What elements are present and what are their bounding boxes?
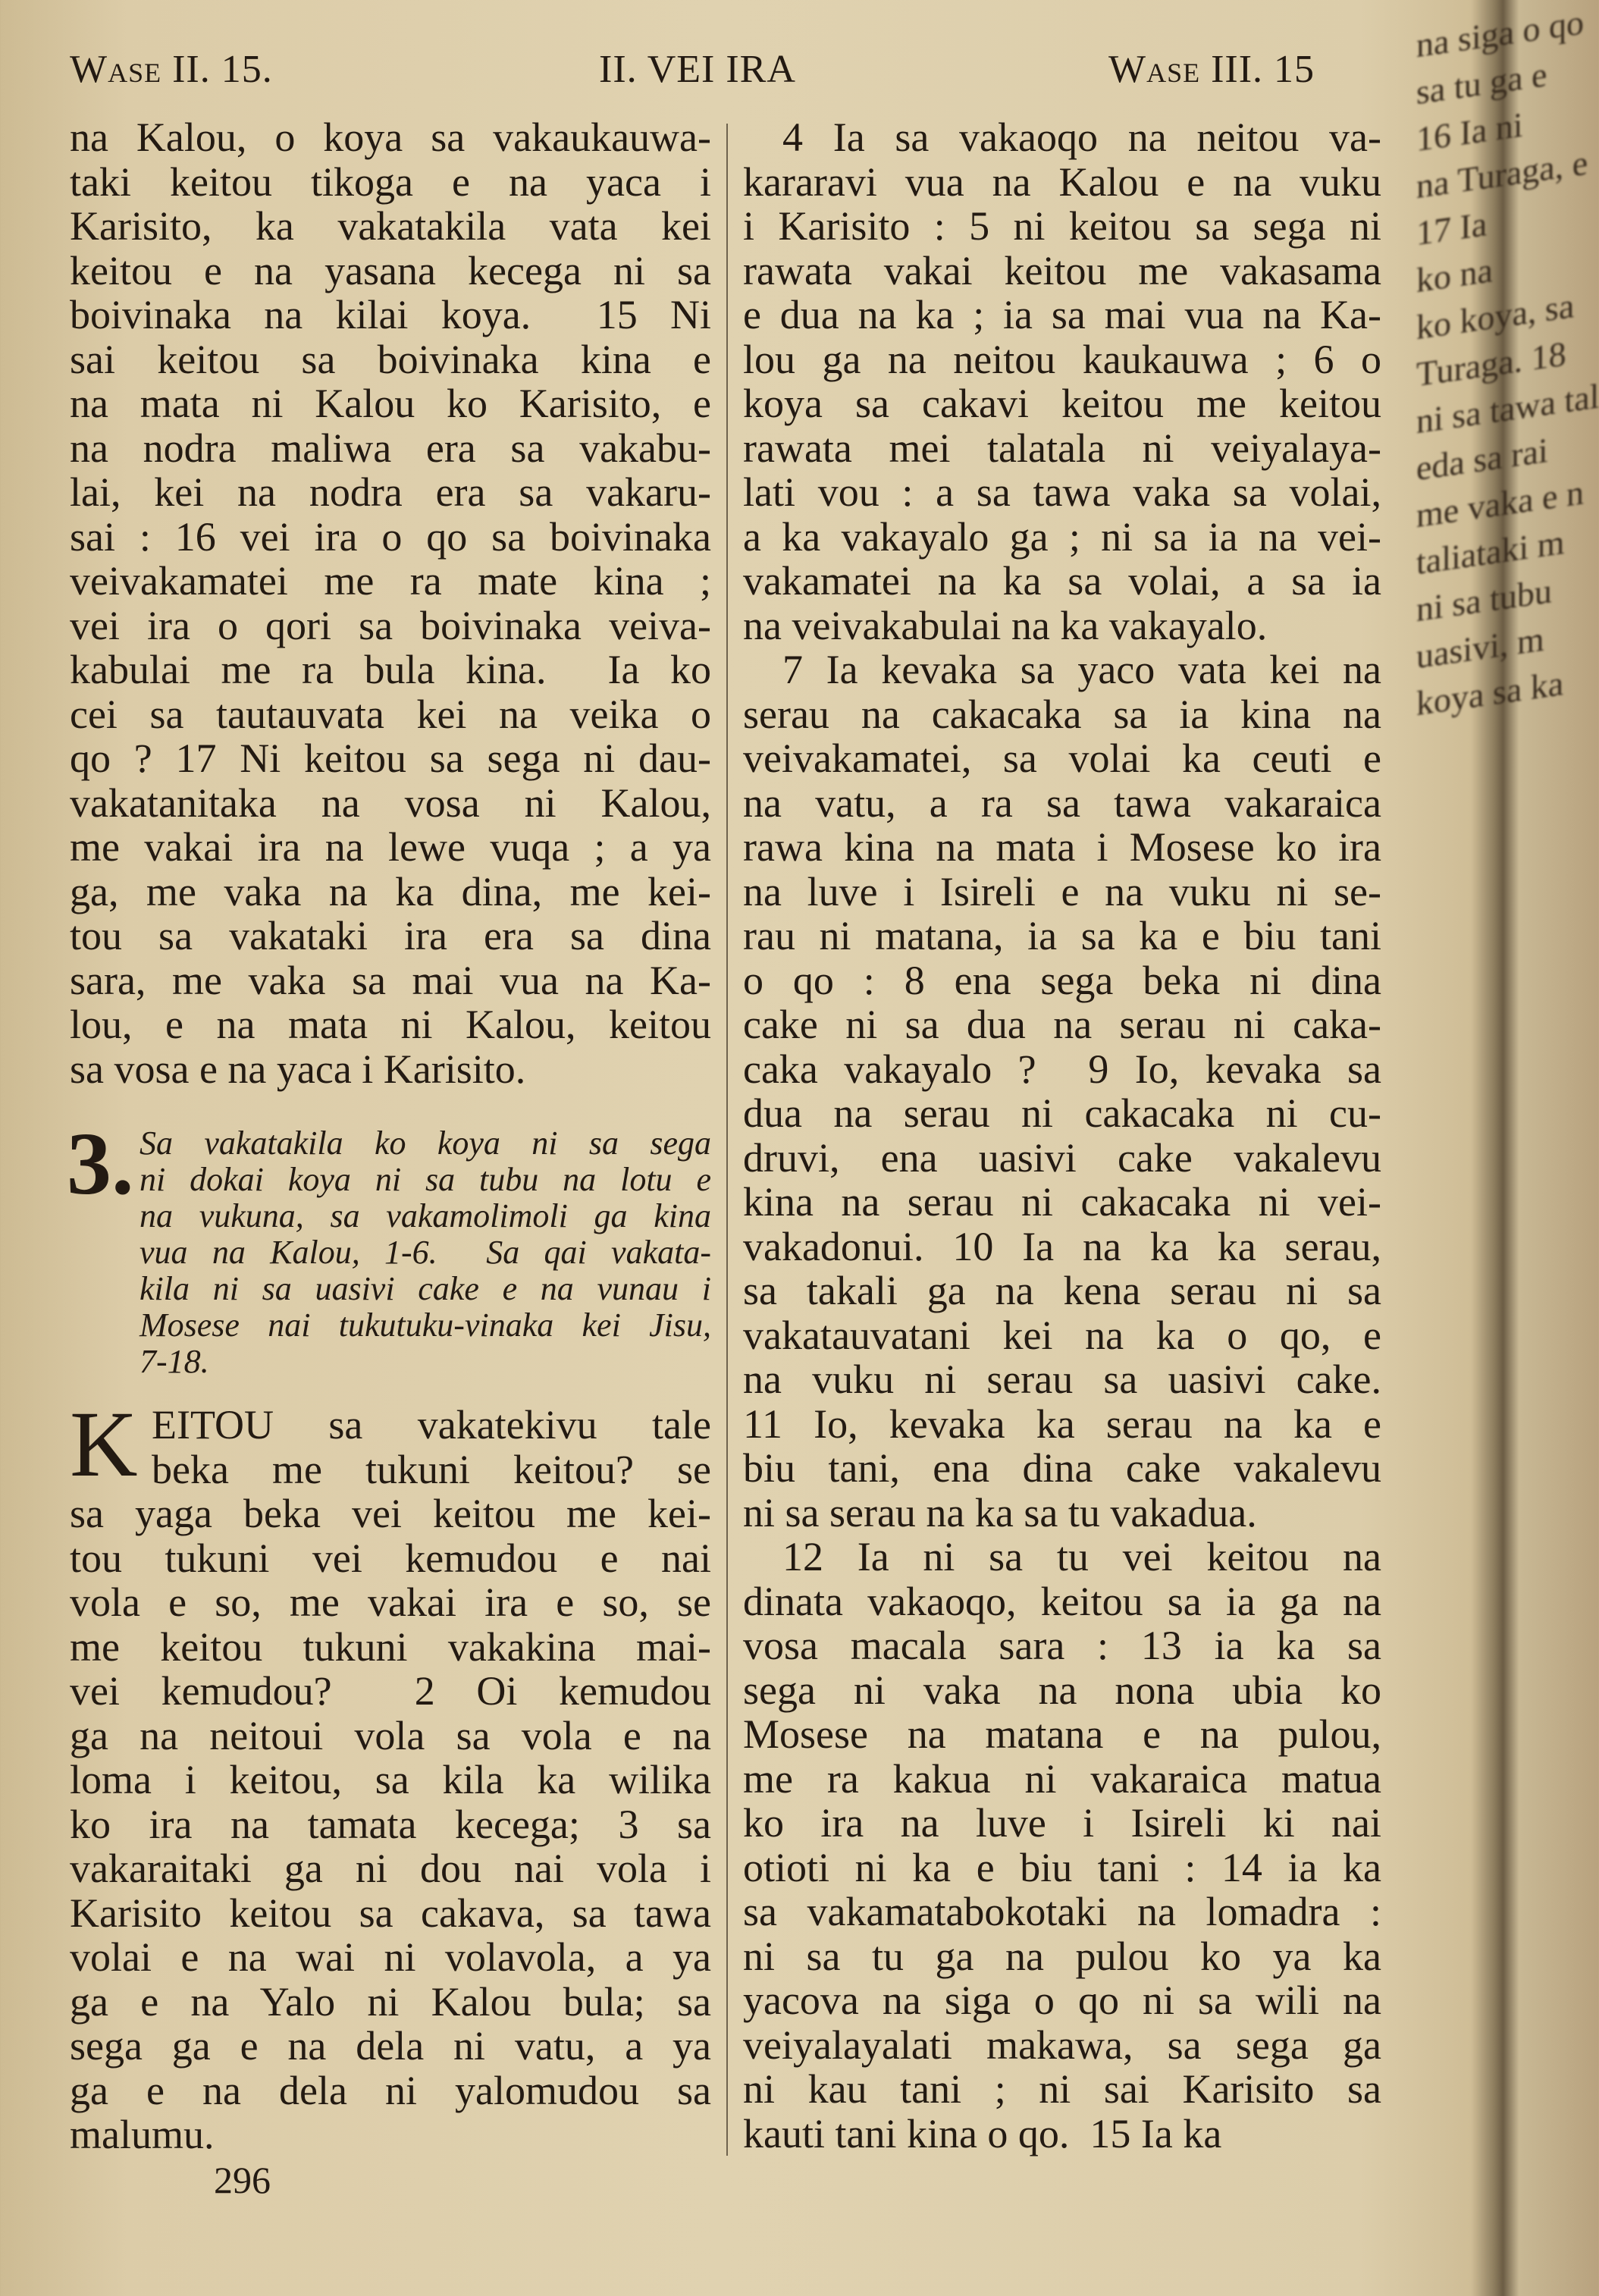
text-line: koya sa cakavi keitou me keitou [743,381,1381,426]
text-line: na vatu, a ra sa tawa vakaraica [743,779,1381,826]
fragment-line: ni sa tawa tal [1416,376,1599,441]
text-line: i Karisito : 5 ni keitou sa sega ni [743,203,1381,249]
text-line: sai : 16 vei ira o qo sa boivinaka [70,513,711,560]
fragment-line: na siga o qo [1416,2,1585,65]
text-line: na vuku ni serau sa uasivi cake. [743,1357,1381,1402]
text-line: dua na serau ni cakacaka ni cu- [743,1090,1381,1136]
text-line: ga e na dela ni yalomudou sa [70,2067,711,2113]
summary-line: vua na Kalou, 1-6. Sa qai vakata- [140,1234,711,1271]
summary-line: na vukuna, sa vakamolimoli ga kina [140,1197,711,1234]
header-book-left: Wase [70,48,162,91]
text-line: tou tukuni vei kemudou e nai [70,1535,711,1581]
text-line: lou ga na neitou kaukauwa ; 6 o [743,336,1381,382]
text-line: a ka vakayalo ga ; ni sa ia na vei- [743,513,1381,560]
text-line: sa vosa e na yaca i Karisito. [70,1046,526,1092]
text-line: sega ga e na dela ni vatu, a ya [70,2023,711,2069]
text-line: vakamatei na ka sa volai, a sa ia [743,558,1381,604]
text-line: keitou e na yasana kecega ni sa [70,247,711,293]
text-line: druvi, ena uasivi cake vakalevu [743,1134,1381,1181]
fragment-line: eda sa rai [1416,430,1548,488]
text-line: me ra kakua ni vakaraica matua [743,1755,1381,1802]
fragment-line: 17 Ia [1416,204,1488,253]
text-line: sa takali ga na kena serau ni sa [743,1268,1381,1313]
text-line: veiyalayalati makawa, sa sega ga [743,2022,1381,2068]
text-line: Karisito, ka vakatakila vata kei [70,203,711,249]
text-line: ni kau tani ; ni sai Karisito sa [743,2066,1381,2112]
text-line: vakaraitaki ga ni dou nai vola i [70,1846,711,1891]
text-line: beka me tukuni keitou? se [152,1446,711,1492]
text-line: kabulai me ra bula kina. Ia ko [70,647,711,692]
left-column-text [70,115,711,1091]
fragment-line: ko na [1416,250,1493,300]
summary-line: ni dokai koya ni sa tubu na lotu e [140,1161,711,1198]
text-line: biu tani, ena dina cake vakalevu [743,1445,1381,1491]
header-book-right: Wase [1108,48,1201,91]
text-line: ko ira na tamata kecega; 3 sa [70,1801,711,1847]
fragment-line: sa tu ga e [1416,55,1547,112]
text-line: taki keitou tikoga e na yaca i [70,158,711,205]
text-line: veivakamatei me ra mate kina ; [70,558,711,604]
text-line: na veivakabulai na ka vakayalo. [743,602,1268,648]
text-line: sa vakamatabokotaki na lomadra : [743,1889,1381,1934]
fragment-line: ko koya, sa [1416,286,1575,347]
running-header-title: II. VEI IRA [599,48,796,91]
right-column-text [743,115,1381,2156]
text-line: kararavi vua na Kalou e na vuku [743,158,1381,205]
summary-line: Mosese nai tukutuku-vinaka kei Jisu, [140,1306,711,1344]
column-divider [726,124,728,2156]
text-line: qo ? 17 Ni keitou sa sega ni dau- [70,736,711,781]
first-line-rest: sa vakatekivu tale [273,1402,711,1448]
text-line: kina na serau ni cakacaka ni vei- [743,1179,1381,1225]
text-line: volai e na wai ni volavola, a ya [70,1934,711,1980]
text-line: ko ira na luve i Isireli ki nai [743,1800,1381,1846]
text-line: na nodra maliwa era sa vakabu- [70,425,711,471]
fragment-line: uasivi, m [1416,619,1544,676]
text-line: ga, me vaka na ka dina, me kei- [70,868,711,914]
summary-line: 7-18. [140,1343,209,1380]
first-word: EITOU [152,1402,274,1448]
fragment-line: na Turaga, e [1416,143,1588,206]
text-line: rawa kina na mata i Mosese ko ira [743,824,1381,870]
text-line: na luve i Isireli e na vuku ni se- [743,868,1381,914]
text-line: tou sa vakataki ira era sa dina [70,913,711,958]
text-line: rawata vakai keitou me vakasama [743,247,1381,293]
text-line: vakatauvatani kei na ka o qo, e [743,1312,1381,1358]
text-line: vola e so, me vakai ira e so, se [70,1579,711,1625]
chapter-summary [67,1114,711,1380]
text-line: kauti tani kina o qo. 15 Ia ka [743,2110,1222,2156]
text-line: na Kalou, o koya sa vakaukauwa- [70,114,711,160]
text-line: malumu. [70,2112,215,2157]
text-line: veivakamatei, sa volai ka ceuti e [743,736,1381,781]
text-line: vakadonui. 10 Ia na ka ka serau, [743,1223,1381,1269]
fragment-line: koya sa ka [1416,663,1564,723]
text-line: boivinaka na kilai koya. 15 Ni [70,292,711,337]
text-line: vei kemudou? 2 Oi kemudou [70,1668,711,1714]
text-line: serau na cakacaka sa ia kina na [743,691,1381,737]
summary-line: Sa vakatakila ko koya ni sa sega [140,1124,711,1162]
fragment-line: ni sa tubu [1416,571,1552,629]
text-line: e dua na ka ; ia sa mai vua na Ka- [743,292,1381,337]
text-line: dinata vakaoqo, keitou sa ia ga na [743,1578,1381,1624]
running-header-right [1108,47,1315,92]
text-line: sa yaga beka vei keitou me kei- [70,1491,711,1536]
page-number: 296 [214,2159,271,2201]
text-line: o qo : 8 ena sega beka ni dina [743,957,1381,1003]
header-ref-right: III. 15 [1211,48,1315,91]
next-page-edge [1416,0,1599,2296]
text-line: ga e na Yalo ni Kalou bula; sa [70,1978,711,2025]
text-line: na mata ni Kalou ko Karisito, e [70,381,711,426]
text-line: 12 Ia ni sa tu vei keitou na [782,1534,1381,1579]
fragment-line: Turaga. 18 [1416,334,1566,394]
text-line: Mosese na matana e na pulou, [743,1711,1381,1757]
text-line: rau ni matana, ia sa ka e biu tani [743,913,1381,958]
summary-line: kila ni sa uasivi cake e na vunau i [140,1270,711,1307]
fragment-line: taliataki m [1416,522,1565,582]
drop-cap: K [70,1392,138,1496]
text-line: vei ira o qori sa boivinaka veiva- [70,602,711,648]
header-ref-left: II. 15. [172,48,273,91]
text-line: vosa macala sara : 13 ia ka sa [743,1623,1381,1668]
text-line: sara, me vaka sa mai vua na Ka- [70,957,711,1003]
text-line: lou, e na mata ni Kalou, keitou [70,1002,711,1047]
text-line: cei sa tautauvata kei na veika o [70,691,711,737]
text-line: 7 Ia kevaka sa yaco vata kei na [782,647,1381,692]
text-line: me vakai ira na lewe vuqa ; a ya [70,824,711,870]
text-line [70,1403,711,1448]
text-line: rawata mei talatala ni veiyalaya- [743,425,1381,471]
text-line: sai keitou sa boivinaka kina e [70,336,711,382]
text-line: sega ni vaka na nona ubia ko [743,1667,1381,1713]
fragment-line: 16 Ia ni [1416,105,1523,159]
text-line: me keitou tukuni vakakina mai- [70,1623,711,1670]
text-line: lati vou : a sa tawa vaka sa volai, [743,469,1381,515]
text-line: lai, kei na nodra era sa vakaru- [70,469,711,515]
text-line: caka vakayalo ? 9 Io, kevaka sa [743,1046,1381,1092]
fragment-line: me vaka e n [1416,472,1584,535]
text-line: 11 Io, kevaka ka serau na ka e [743,1400,1381,1447]
running-header-left [70,47,273,92]
text-line: otioti ni ka e biu tani : 14 ia ka [743,1844,1381,1890]
text-line: loma i keitou, sa kila ka wilika [70,1757,711,1802]
chapter-opening-paragraph [70,1392,711,2157]
text-line: ni sa tu ga na pulou ko ya ka [743,1933,1381,1979]
text-line: cake ni sa dua na serau ni caka- [743,1002,1381,1047]
text-line: yacova na siga o qo ni sa wili na [743,1978,1381,2023]
text-line: 4 Ia sa vakaoqo na neitou va- [782,114,1381,160]
text-line: Karisito keitou sa cakava, sa tawa [70,1890,711,1936]
text-line: ga na neitoui vola sa vola e na [70,1712,711,1758]
chapter-number: 3. [67,1114,134,1213]
text-line: vakatanitaka na vosa ni Kalou, [70,779,711,826]
text-line: ni sa serau na ka sa tu vakadua. [743,1489,1257,1535]
